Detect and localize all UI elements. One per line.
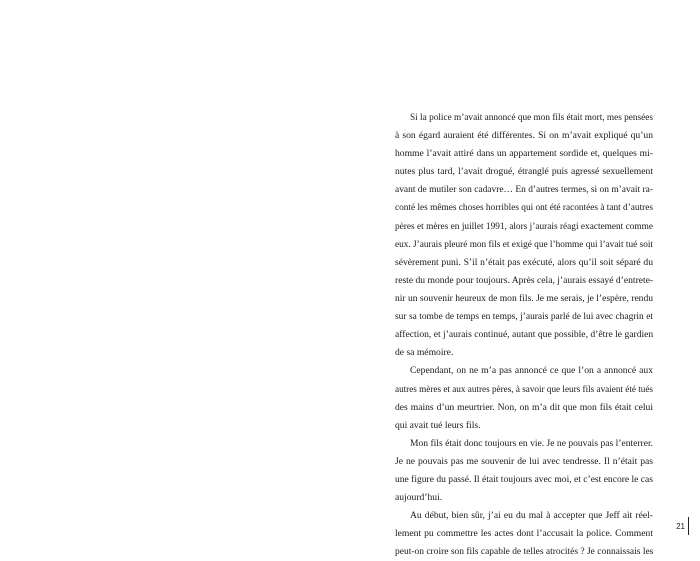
text-line: à son égard auraient été différentes. Si on m’avait expliqué qu’un [395, 130, 653, 142]
text-line: lement pu commettre les actes dont l’accusait la police. Comment [395, 528, 653, 540]
text-line: aujourd’hui. [395, 491, 443, 503]
text-line: nir un souvenir heureux de mon fils. Je me serais, je l’espère, rendu [395, 292, 653, 304]
folio-rule [688, 517, 689, 535]
text-line: Cependant, on ne m’a pas annoncé ce que l’on a annoncé aux [410, 365, 653, 377]
page-folio [676, 516, 689, 536]
text-line: sévèrement puni. S’il n’était pas exécuté, alors qu’il soit séparé du [395, 256, 653, 268]
text-line: reste du monde pour toujours. Après cela, j’aurais essayé d’entrete- [395, 274, 654, 286]
text-line: avant de mutiler son cadavre… En d’autres termes, si on m’avait ra- [395, 185, 653, 196]
text-line: sur sa tombe de temps en temps, j’aurais parlé de lui avec chagrin et [395, 312, 653, 323]
text-line: de sa mémoire. [395, 347, 454, 359]
text-line: Mon fils était donc toujours en vie. Je ne pouvais pas l’enterrer. [410, 437, 653, 449]
text-line: homme l’avait attiré dans un appartement sordide et, quelques mi- [395, 148, 653, 160]
text-line: pères et mères en juillet 1991, alors j’aurais réagi exactement comme [395, 221, 653, 232]
text-line: conté les mêmes choses horribles qui ont été racontées à tant d’autres [395, 203, 653, 214]
text-line: Je ne pouvais pas me souvenir de lui avec tendresse. Il n’était pas [395, 455, 653, 467]
text-line: une figure du passé. Il était toujours avec moi, et c’est encore le cas [395, 473, 653, 485]
page-number: 21 [676, 521, 685, 531]
text-line: eux. J’aurais pleuré mon fils et exigé que l’homme qui l’avait tué soit [395, 239, 653, 250]
body-text [395, 109, 653, 561]
text-line: Au début, bien sûr, j’ai eu du mal à accepter que Jeff ait réel- [410, 510, 653, 522]
text-line: Si la police m’avait annoncé que mon fils était mort, mes pensées [410, 113, 653, 123]
text-line: autres mères et aux autres pères, à savoir que leurs fils avaient été tués [395, 384, 653, 395]
text-line: affection, et j’aurais continué, autant que possible, d’être le gardien [395, 329, 654, 341]
text-line: nutes plus tard, l’avait drogué, étranglé puis agressé sexuellement [395, 166, 653, 178]
text-line: qui avait tué leurs fils. [395, 419, 481, 431]
text-line: peut-on croire son fils capable de telles atrocités ? Je connaissais les [395, 547, 654, 558]
text-line: des mains d’un meurtrier. Non, on m’a dit que mon fils était celui [395, 401, 653, 413]
